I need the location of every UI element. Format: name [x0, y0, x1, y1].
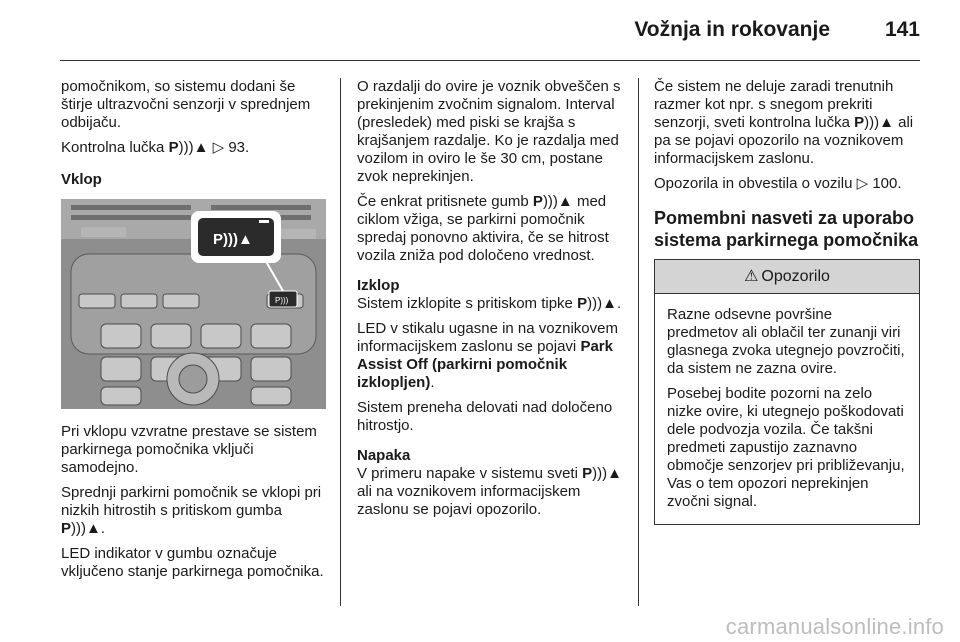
column-2 [357, 78, 627, 526]
paragraph: Posebej bodite pozorni na zelo nizke ovire, ki utegnejo poškodovati dele podvozja vozila. Če takšni predmeti zapustijo zaznavno območje senzorjev pri približevanju, Vas o tem opozori neprekinjen zvočni signal. [667, 385, 905, 510]
park-assist-icon: P [582, 465, 593, 482]
paragraph: O razdalji do ovire je voznik obveščen s prekinjenim zvočnim signalom. Interval (presledek) med piski se krajša s krajšanjem razdalje. Ko je razdalja med vozilom in oviro le še 30 cm, postane zvok neprekinjen. [357, 78, 621, 185]
park-assist-icon: )))▲ [178, 139, 209, 156]
paragraph: Sprednji parkirni pomočnik se vklopi pri nizkih hitrostih s pritiskom gumba P)))▲. [61, 484, 322, 537]
dashboard-photo [61, 199, 326, 409]
park-assist-icon: P [168, 139, 179, 156]
warning-title: Opozorilo [761, 267, 830, 285]
paragraph: pomočnikom, so sistemu dodani še štirje ultrazvočni senzorji v sprednjem odbijaču. [61, 78, 311, 131]
watermark: carmanualsonline.info [725, 614, 944, 639]
warning-header [655, 260, 919, 294]
paragraph: Razne odsevne površine predmetov ali oblačil ter zunanji viri glasnega zvoka utegnejo povzročiti, da sistem ne zazna ovire. [667, 306, 905, 377]
section-heading: Napaka [357, 447, 411, 464]
warning-box [654, 259, 920, 525]
reference-arrow-icon: ▷ [212, 139, 225, 156]
paragraph: Opozorila in obvestila o vozilu ▷ 100. [654, 175, 902, 192]
warning-triangle-icon: ⚠ [744, 267, 759, 285]
paragraph: LED indikator v gumbu označuje vključeno stanje parkirnega pomočnika. [61, 545, 324, 580]
paragraph: Sistem preneha delovati nad določeno hitrostjo. [357, 399, 613, 434]
park-assist-icon: )))▲ [542, 193, 573, 210]
section-heading: Pomembni nasveti za uporabo sistema parkirnega pomočnika [654, 208, 919, 250]
column-3 [654, 78, 920, 525]
reference-arrow-icon: ▷ [856, 175, 869, 192]
paragraph: LED v stikalu ugasne in na voznikovem informacijskem zaslonu se pojavi Park Assist Off (parkirni pomočnik izklopljen). [357, 320, 618, 391]
column-1 [61, 78, 326, 588]
park-assist-icon: P [61, 520, 72, 537]
paragraph: Če enkrat pritisnete gumb P)))▲ med ciklom vžiga, se parkirni pomočnik spredaj ponovno aktivira, če se hitrost vozila zniža pod določeno vrednost. [357, 193, 609, 264]
park-assist-icon: )))▲ [587, 295, 617, 312]
svg-text:P))): P))) [275, 296, 289, 305]
park-assist-icon: )))▲ [71, 520, 101, 537]
console-illustration [61, 199, 326, 409]
column-divider [638, 78, 639, 606]
paragraph: Pri vklopu vzvratne prestave se sistem parkirnega pomočnika vključi samodejno. [61, 423, 317, 476]
svg-text:P)))▲: P)))▲ [213, 231, 253, 248]
paragraph: Če sistem ne deluje zaradi trenutnih razmer kot npr. s snegom prekriti senzorji, sveti kontrolna lučka P)))▲ ali pa se pojavi opozorilo na voznikovem informacijskem zaslonu. [654, 78, 914, 167]
park-assist-icon: P [577, 295, 588, 312]
page-title: Vožnja in rokovanje [634, 18, 830, 41]
section-heading: Vklop [61, 171, 102, 188]
header-divider [60, 60, 920, 61]
paragraph: Kontrolna lučka P)))▲ ▷ 93. [61, 139, 250, 156]
section-heading: Izklop [357, 277, 400, 294]
warning-body [655, 294, 919, 524]
park-assist-icon: )))▲ [592, 465, 622, 482]
column-divider [340, 78, 341, 606]
park-assist-icon: P [854, 114, 865, 131]
paragraph: V primeru napake v sistemu sveti P)))▲ ali na voznikovem informacijskem zaslonu se pojavi opozorilo. [357, 465, 622, 518]
display-message: Park Assist Off (parkirni pomočnik izklopljen) [357, 338, 613, 391]
park-assist-icon: P [532, 193, 543, 210]
page-number: 141 [884, 18, 920, 41]
paragraph: Sistem izklopite s pritiskom tipke P)))▲. [357, 295, 622, 312]
park-assist-icon: )))▲ [864, 114, 894, 131]
